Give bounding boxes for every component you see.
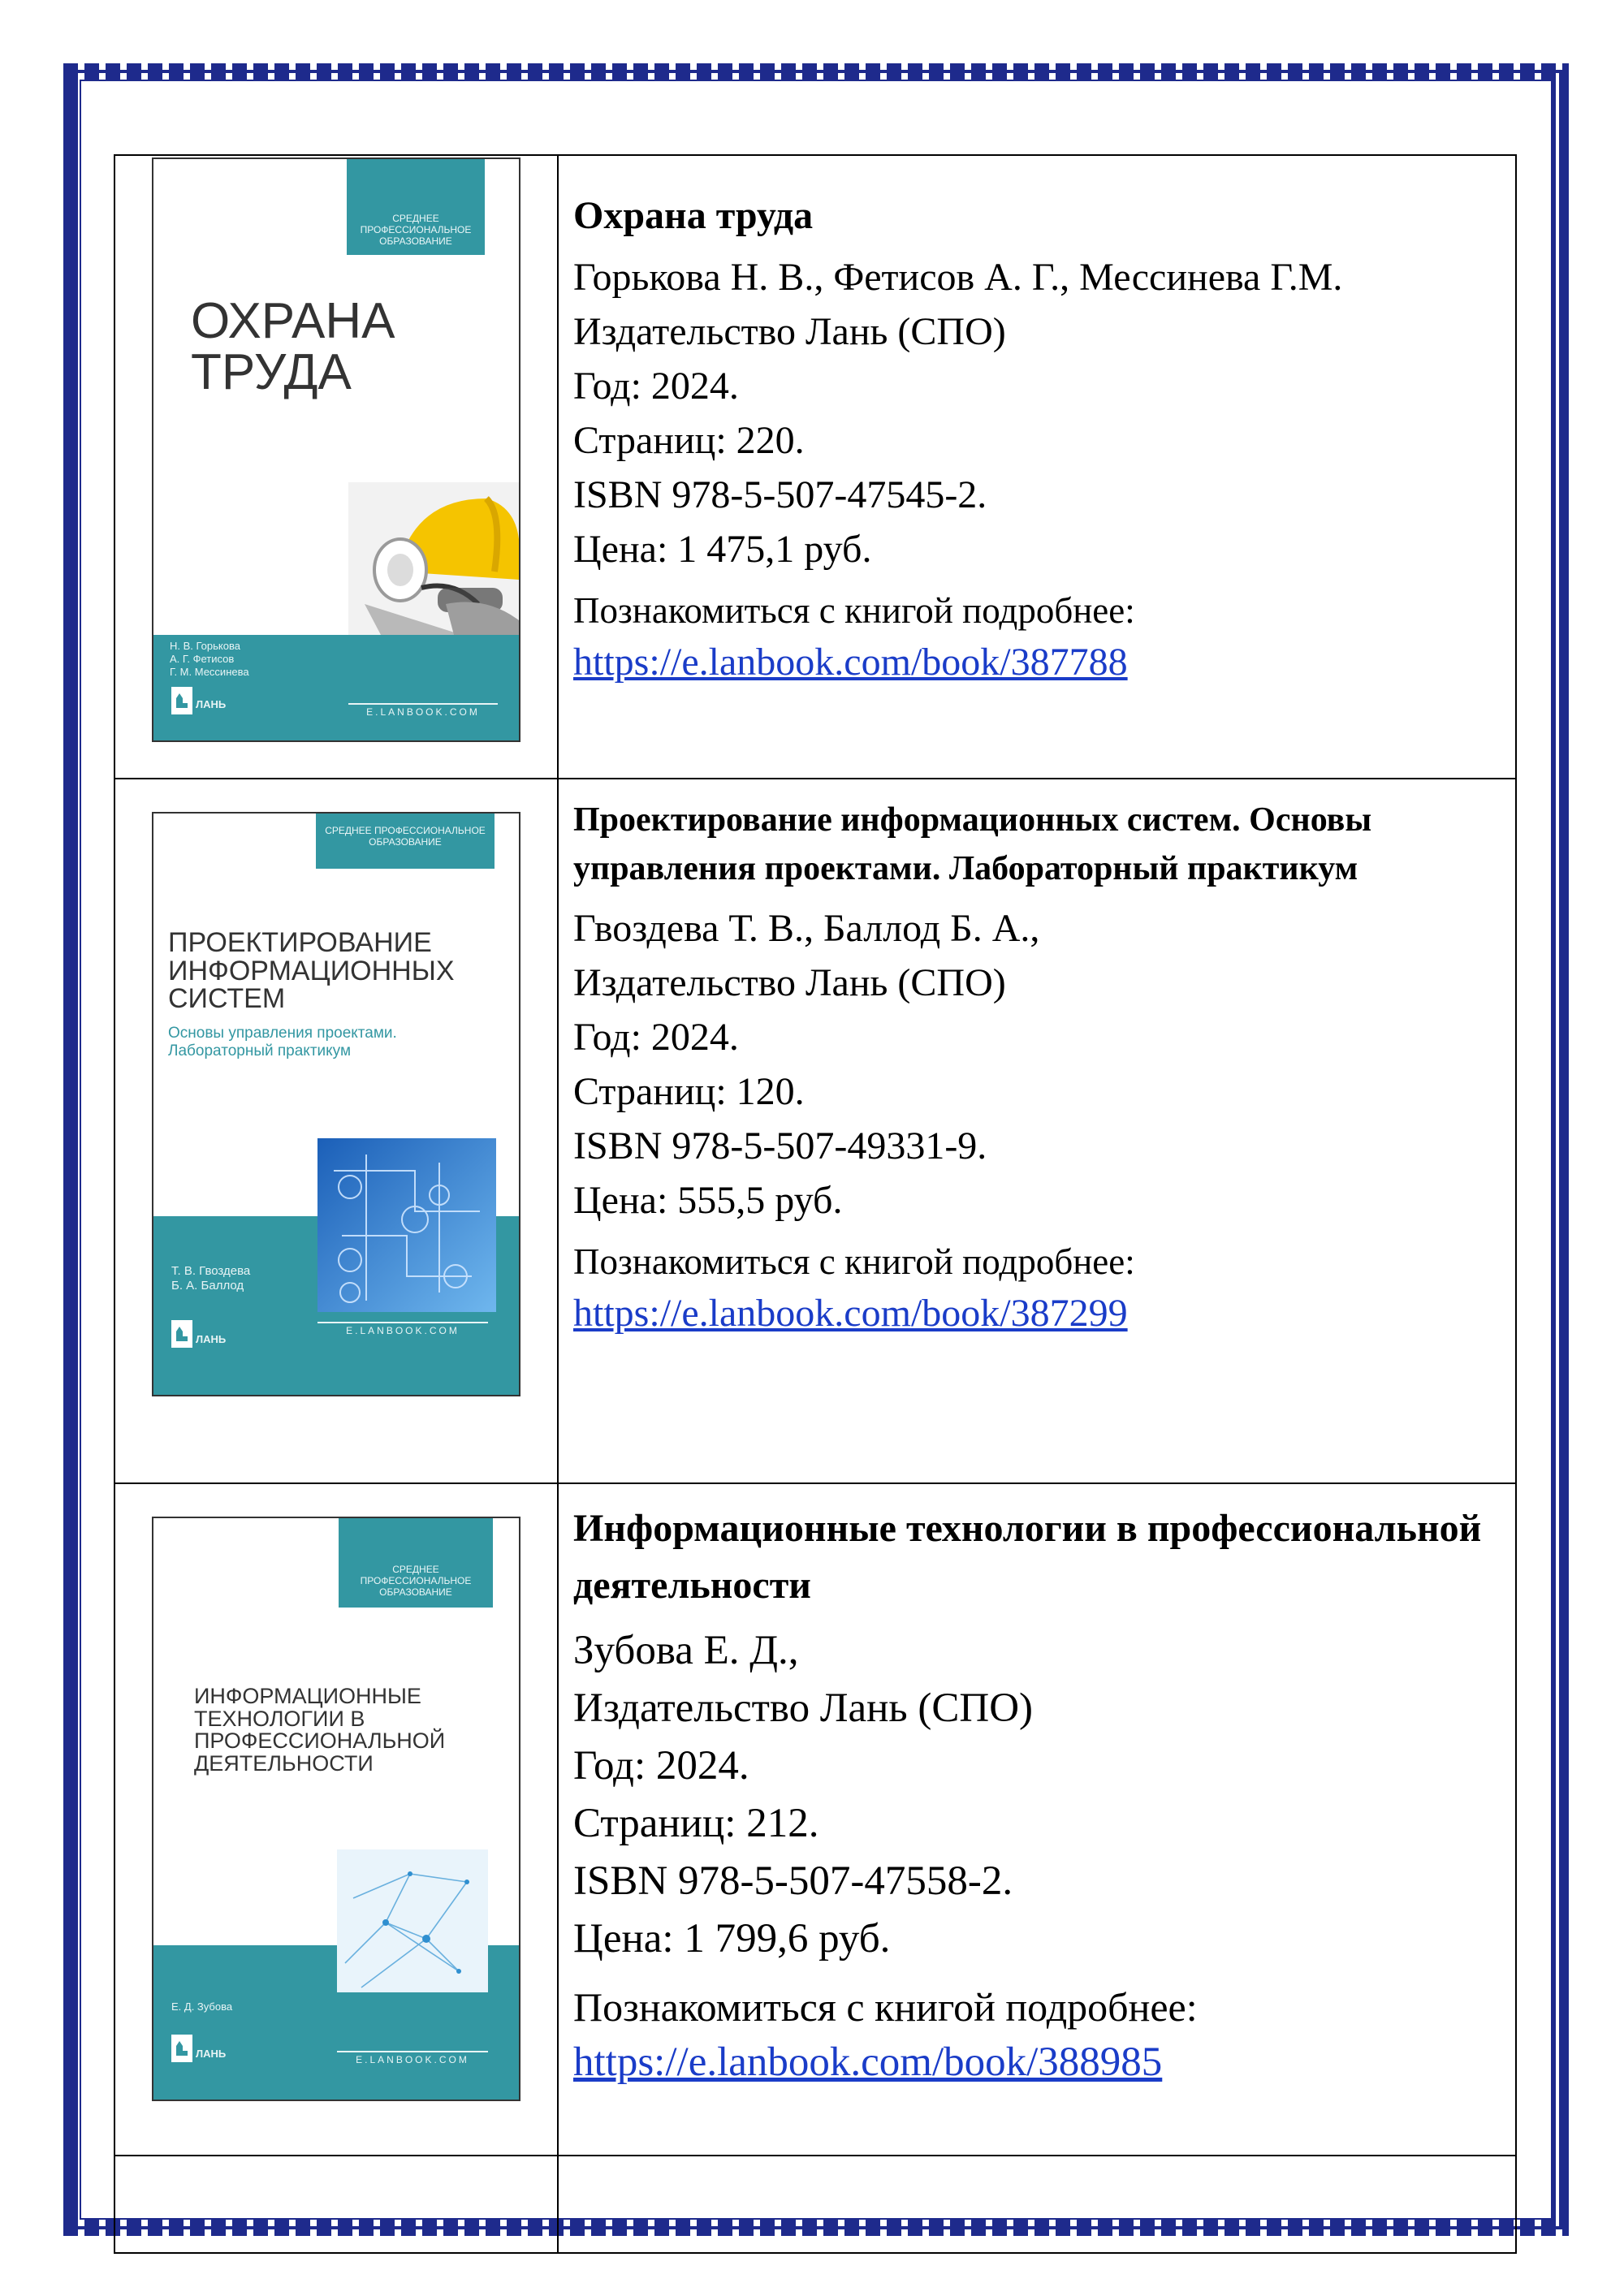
book-pages: Страниц: 220. bbox=[573, 419, 805, 462]
book-cover bbox=[152, 1517, 520, 2101]
book-publisher: Издательство Лань (СПО) bbox=[573, 1685, 1034, 1731]
publisher-logo-text: ЛАНЬ bbox=[196, 698, 227, 710]
cover-title: ПРОЕКТИРОВАНИЕ ИНФОРМАЦИОННЫХ СИСТЕМ bbox=[168, 927, 455, 1015]
book-info bbox=[558, 1483, 1516, 2156]
cover-author: Н. В. Горькова bbox=[170, 640, 240, 652]
book-year: Год: 2024. bbox=[573, 1743, 749, 1789]
more-label: Познакомиться с книгой подробнее: bbox=[573, 1241, 1135, 1282]
book-cover bbox=[152, 158, 520, 742]
cover-series-badge: СРЕДНЕЕ ПРОФЕССИОНАЛЬНОЕ ОБРАЗОВАНИЕ bbox=[339, 1518, 493, 1608]
empty-cell bbox=[558, 2156, 1516, 2253]
publisher-logo-icon bbox=[171, 1320, 192, 1348]
empty-cell bbox=[114, 2156, 558, 2253]
cover-series-badge: СРЕДНЕЕ ПРОФЕССИОНАЛЬНОЕ ОБРАЗОВАНИЕ bbox=[316, 814, 495, 869]
book-publisher: Издательство Лань (СПО) bbox=[573, 310, 1006, 353]
book-cover bbox=[152, 812, 520, 1396]
book-price: Цена: 1 799,6 руб. bbox=[573, 1916, 891, 1962]
book-catalog-table bbox=[114, 154, 1517, 2254]
empty-row bbox=[114, 2156, 1516, 2253]
book-isbn: ISBN 978-5-507-47545-2. bbox=[573, 473, 987, 516]
cover-author: Г. М. Мессинева bbox=[170, 666, 249, 678]
book-authors: Зубова Е. Д., bbox=[573, 1628, 799, 1673]
publisher-logo-icon bbox=[171, 687, 192, 714]
book-pages: Страниц: 212. bbox=[573, 1801, 819, 1846]
book-isbn: ISBN 978-5-507-49331-9. bbox=[573, 1124, 987, 1167]
more-label: Познакомиться с книгой подробнее: bbox=[573, 590, 1135, 631]
cover-subtitle: Основы управления проектами. Лабораторный практикум bbox=[168, 1025, 397, 1060]
cover-title: ОХРАНА ТРУДА bbox=[191, 293, 395, 401]
book-title: Проектирование информационных систем. Основы управления проектами. Лабораторный практикум bbox=[573, 801, 1372, 887]
cover-image bbox=[337, 1849, 488, 1992]
more-label: Познакомиться с книгой подробнее: bbox=[573, 1984, 1198, 2030]
book-info bbox=[558, 779, 1516, 1483]
book-row bbox=[114, 155, 1516, 779]
cover-site: E.LANBOOK.COM bbox=[337, 2051, 488, 2065]
book-link[interactable]: https://e.lanbook.com/book/387299 bbox=[573, 1292, 1128, 1335]
book-link[interactable]: https://e.lanbook.com/book/387788 bbox=[573, 641, 1128, 684]
cover-cell bbox=[114, 155, 558, 779]
book-publisher: Издательство Лань (СПО) bbox=[573, 961, 1006, 1004]
book-year: Год: 2024. bbox=[573, 365, 739, 408]
book-authors: Горькова Н. В., Фетисов А. Г., Мессинева Г.М. bbox=[573, 256, 1343, 299]
publisher-logo-text: ЛАНЬ bbox=[196, 2048, 227, 2060]
cover-cell bbox=[114, 779, 558, 1483]
cover-image bbox=[317, 1138, 496, 1312]
book-row bbox=[114, 1483, 1516, 2156]
cover-image bbox=[348, 482, 519, 635]
book-info bbox=[558, 155, 1516, 779]
book-price: Цена: 1 475,1 руб. bbox=[573, 528, 872, 571]
publisher-logo-text: ЛАНЬ bbox=[196, 1333, 227, 1345]
book-isbn: ISBN 978-5-507-47558-2. bbox=[573, 1858, 1013, 1904]
cover-cell bbox=[114, 1483, 558, 2156]
publisher-logo-icon bbox=[171, 2035, 192, 2062]
book-pages: Страниц: 120. bbox=[573, 1070, 805, 1113]
book-price: Цена: 555,5 руб. bbox=[573, 1179, 843, 1222]
cover-title: ИНФОРМАЦИОННЫЕ ТЕХНОЛОГИИ В ПРОФЕССИОНАЛЬНОЙ ДЕЯТЕЛЬНОСТИ bbox=[194, 1684, 446, 1776]
book-link[interactable]: https://e.lanbook.com/book/388985 bbox=[573, 2039, 1163, 2085]
cover-author: А. Г. Фетисов bbox=[170, 653, 235, 665]
cover-author: Е. Д. Зубова bbox=[171, 2000, 233, 2013]
cover-series-badge: СРЕДНЕЕ ПРОФЕССИОНАЛЬНОЕ ОБРАЗОВАНИЕ bbox=[347, 159, 485, 255]
book-authors: Гвоздева Т. В., Баллод Б. А., bbox=[573, 907, 1040, 950]
cover-site: E.LANBOOK.COM bbox=[317, 1322, 488, 1336]
cover-author: Т. В. Гвоздева bbox=[171, 1264, 251, 1278]
book-title: Охрана труда bbox=[573, 194, 814, 237]
book-year: Год: 2024. bbox=[573, 1016, 739, 1059]
cover-author: Б. А. Баллод bbox=[171, 1279, 244, 1293]
book-row bbox=[114, 779, 1516, 1483]
cover-site: E.LANBOOK.COM bbox=[348, 703, 498, 718]
book-title: Информационные технологии в профессиональной деятельности bbox=[573, 1507, 1482, 1607]
